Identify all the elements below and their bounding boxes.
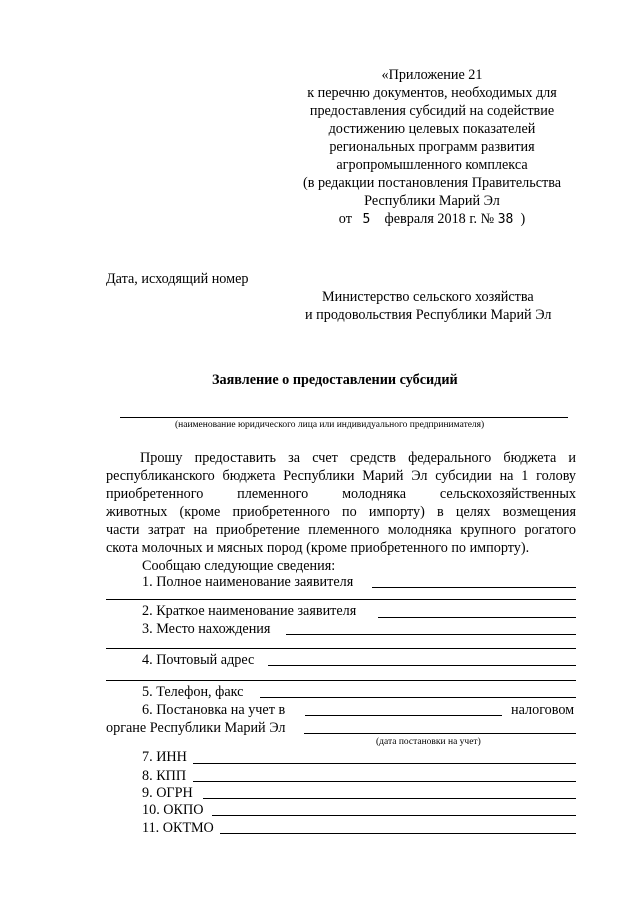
document-title: Заявление о предоставлении субсидий [212,372,458,388]
field-ogrn-line [203,798,576,799]
field-oktmo-line [220,833,576,834]
field-postal-line [268,665,576,666]
paragraph-last-line: скота молочных и мясных пород (кроме приобретенного по импорту). [106,540,530,556]
applicant-name-line [120,417,568,418]
field-inn-line [193,763,576,764]
field-postal-line-2 [106,680,576,681]
paragraph-line: приобретенного племенного молодняка сельскохозяйственных [106,486,576,502]
field-location-line-2 [106,648,576,649]
paragraph-line: части затрат на приобретение племенного молодняка крупного рогатого [106,522,576,538]
field-kpp-label: 8. КПП [142,768,187,784]
appendix-line-5: региональных программ развития [329,139,535,155]
appendix-line-7: (в редакции постановления Правительства [302,175,562,191]
appendix-line-8: Республики Марий Эл [364,193,500,209]
recipient-line-1: Министерство сельского хозяйства [322,289,534,305]
field-tax-label-2: налоговом [511,702,575,718]
field-full-name-label: 1. Полное наименование заявителя [142,574,354,590]
field-full-name-line-2 [106,599,576,600]
applicant-caption: (наименование юридического лица или индивидуального предпринимателя) [175,420,485,430]
field-location-label: 3. Место нахождения [142,621,271,637]
field-short-name-label: 2. Краткое наименование заявителя [142,603,357,619]
field-ogrn-label: 9. ОГРН [142,785,193,801]
date-number: 38 [497,212,514,227]
date-day: 5 [362,212,371,227]
field-tax-label-3: органе Республики Марий Эл [106,720,286,736]
appendix-line-3: предоставления субсидий на содействие [309,103,555,119]
appendix-line-1: «Приложение 21 [381,67,483,83]
appendix-line-6: агропромышленного комплекса [336,157,528,173]
field-tax-date-line [304,733,576,734]
paragraph-line: животных (кроме приобретенного по импорту) в целях возмещения [106,504,576,520]
date-outgoing-label: Дата, исходящий номер [106,271,249,287]
info-intro: Сообщаю следующие сведения: [142,558,336,574]
date-month-year: февраля 2018 г. № [384,211,495,227]
field-inn-label: 7. ИНН [142,749,187,765]
field-oktmo-label: 11. ОКТМО [142,820,214,836]
field-okpo-line [212,815,576,816]
field-phone-line [260,697,576,698]
field-tax-line [305,715,502,716]
field-full-name-line [372,587,576,588]
date-prefix: от [338,211,352,227]
recipient-line-2: и продовольствия Республики Марий Эл [305,307,552,323]
date-suffix: ) [520,211,526,227]
field-okpo-label: 10. ОКПО [142,802,204,818]
field-kpp-line [193,781,576,782]
appendix-block [282,66,582,229]
paragraph-line: республиканского бюджета Республики Марий Эл субсидии на 1 голову [106,468,576,484]
paragraph-first-line: Прошу предоставить за счет средств федерального бюджета и [140,450,576,466]
appendix-date-line [282,210,582,229]
field-location-line [286,634,576,635]
field-short-name-line [378,617,576,618]
field-tax-label: 6. Постановка на учет в [142,702,286,718]
field-phone-label: 5. Телефон, факс [142,684,244,700]
appendix-line-4: достижению целевых показателей [328,121,536,137]
appendix-line-2: к перечню документов, необходимых для [307,85,557,101]
field-tax-caption: (дата постановки на учет) [376,737,481,747]
field-postal-label: 4. Почтовый адрес [142,652,255,668]
paragraph-body [106,467,576,539]
